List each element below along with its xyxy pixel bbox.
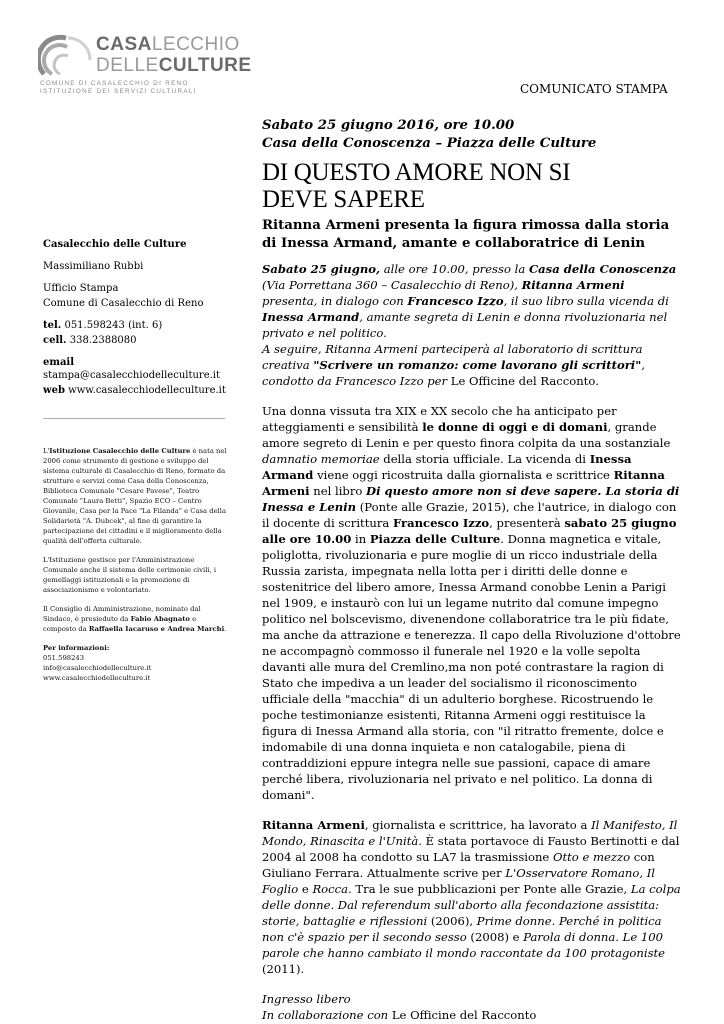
story-paragraph: Una donna vissuta tra XIX e XX secolo che ha anticipato per atteggiamenti e sensibilità le donne di oggi e di domani, grande amore segreto di Lenin e per questo finora colpita da una sostanziale damnatio memoriae della storia ufficiale. La vicenda di Inessa Armand viene oggi ricostruita dalla giornalista e scrittrice Ritanna Armeni nel libro Di questo amore non si deve sapere. La storia di Inessa e Lenin (Ponte alle Grazie, 2015), che l'autrice, in dialogo con il docente di scrittura Francesco Izzo, presenterà sabato 25 giugno alle ore 10.00 in Piazza delle Culture. Donna magnetica e vitale, poliglotta, rivoluzionaria e pure moglie di un ricco industriale della Russia zarista, impegnata nella lotta per i diritti delle donne e sostenitrice del libero amore, Inessa Armand conobbe Lenin a Parigi nel 1909, e instaurò con lui un legame nutrito dal comune impegno politico nel bolscevismo, divenendone collaboratrice tra le più fidate, ma anche da attrazione e tenerezza. Il capo della Rivoluzione d'ottobre ne accompagnò commosso il funerale nel 1920 e la volle sepolta davanti alle mura del Cremlino,ma non poté contrastare la ragion di Stato che impediva a un leader del socialismo il riconoscimento ufficiale della "macchia" di un adulterio borghese. Ricostruendo le poche testimonianze esistenti, Ritanna Armeni oggi restituisce la figura di Inessa Armand alla storia, con "il ritratto fremente, dolce e indomabile di una donna inquieta e non catalogabile, piena di contraddizioni eppure integra nelle sue passioni, capace di amare perché libera, rivoluzionaria nel privato e nel politico. La donna di domani".	[262, 404, 681, 802]
institution-board: Il Consiglio di Amministrazione, nominato dal Sindaco, è presieduto da Fabio Abagnato e composto da Raffaella Iacaruso e Andrea Marchi.	[43, 605, 227, 633]
institution-info	[43, 446, 231, 692]
logo-line-1: CASALECCHIO	[96, 34, 240, 55]
contact-comune: Comune di Casalecchio di Reno	[43, 298, 204, 309]
event-place: Casa della Conoscenza – Piazza delle Culture	[262, 136, 597, 151]
info-email-link[interactable]: info@casalecchiodelleculture.it	[43, 664, 152, 672]
event-subtitle: Ritanna Armeni presenta la figura rimossa dalla storia di Inessa Armand, amante e collaboratrice di Lenin	[262, 218, 670, 251]
info-web-link[interactable]: www.casalecchiodelleculture.it	[43, 674, 151, 682]
logo-mark-icon	[38, 34, 94, 78]
page-title: DI QUESTO AMORE NON SI DEVE SAPERE	[262, 159, 571, 213]
contact-tel: tel. 051.598243 (int. 6)	[43, 320, 163, 331]
contact-email[interactable]: email stampa@casalecchiodelleculture.it	[43, 357, 221, 381]
contact-block	[43, 238, 228, 406]
intro-paragraph: Sabato 25 giugno, alle ore 10.00, presso la Casa della Conoscenza (Via Porrettana 360 – Casalecchio di Reno), Ritanna Armeni presenta, in dialogo con Francesco Izzo, il suo libro sulla vicenda di Inessa Armand, amante segreta di Lenin e donna rivoluzionaria nel privato e nel politico. A seguire, Ritanna Armeni parteciperà al laboratorio di scrittura creativa "Scrivere un romanzo: come lavorano gli scrittori", condotto da Francesco Izzo per Le Officine del Racconto.	[262, 262, 677, 388]
contact-office: Ufficio Stampa	[43, 283, 119, 294]
contact-cell: cell. 338.2388080	[43, 335, 137, 346]
contact-org: Casalecchio delle Culture	[43, 239, 187, 250]
institution-description: L'Istituzione Casalecchio delle Culture è nata nel 2006 come strumento di gestione e sviluppo del sistema culturale di Casalecchio di Reno, formato da strutture e servizi come Casa della Conoscenza, Biblioteca Comunale "Cesare Pavese", Teatro Comunale "Laura Betti", Spazio ECO – Centro Giovanile, Casa per la Pace "La Filanda" e Casa della Solidarietà "A. Dubcek", al fine di garantire la partecipazione dei cittadini e il miglioramento della qualità dell'offerta culturale.	[43, 447, 227, 545]
logo	[38, 34, 252, 104]
logo-line-2: DELLECULTURE	[96, 55, 252, 76]
logo-subtitle: COMUNE DI CASALECCHIO DI RENO ISTITUZIONE DEI SERVIZI CULTURALI	[40, 80, 197, 95]
contact-person: Massimiliano Rubbi	[43, 261, 144, 272]
ingresso-libero: Ingresso libero	[262, 992, 351, 1006]
institution-ceremonies: L'Istituzione gestisce per l'Amministrazione Comunale anche il sistema delle cerimonie civili, i gemellaggi istituzionali e la promozione di associazionismo e volontariato.	[43, 556, 217, 594]
sidebar-divider	[43, 418, 225, 419]
collaboration-note: In collaborazione con Le Officine del Racconto	[262, 1008, 537, 1022]
contact-web[interactable]: web www.casalecchiodelleculture.it	[43, 385, 226, 396]
main-content	[262, 117, 682, 1023]
event-date: Sabato 25 giugno 2016, ore 10.00	[262, 118, 515, 133]
author-bio-paragraph: Ritanna Armeni, giornalista e scrittrice, ha lavorato a Il Manifesto, Il Mondo, Rinascita e l'Unità. È stata portavoce di Fausto Bertinotti e dal 2004 al 2008 ha condotto su LA7 la trasmissione Otto e mezzo con Giuliano Ferrara. Attualmente scrive per L'Osservatore Romano, Il Foglio e Rocca. Tra le sue pubblicazioni per Ponte alle Grazie, La colpa delle donne. Dal referendum sull'aborto alla fecondazione assistita: storie, battaglie e riflessioni (2006), Prime donne. Perché in politica non c'è spazio per il secondo sesso (2008) e Parola di donna. Le 100 parole che hanno cambiato il mondo raccontate da 100 protagoniste (2011).	[262, 818, 681, 976]
comunicato-stampa-label: COMUNICATO STAMPA	[520, 82, 668, 96]
footer-notes	[262, 991, 682, 1023]
institution-contacts: Per informazioni: 051.598243 info@casalecchiodelleculture.it www.casalecchiodelleculture.it	[43, 644, 152, 682]
